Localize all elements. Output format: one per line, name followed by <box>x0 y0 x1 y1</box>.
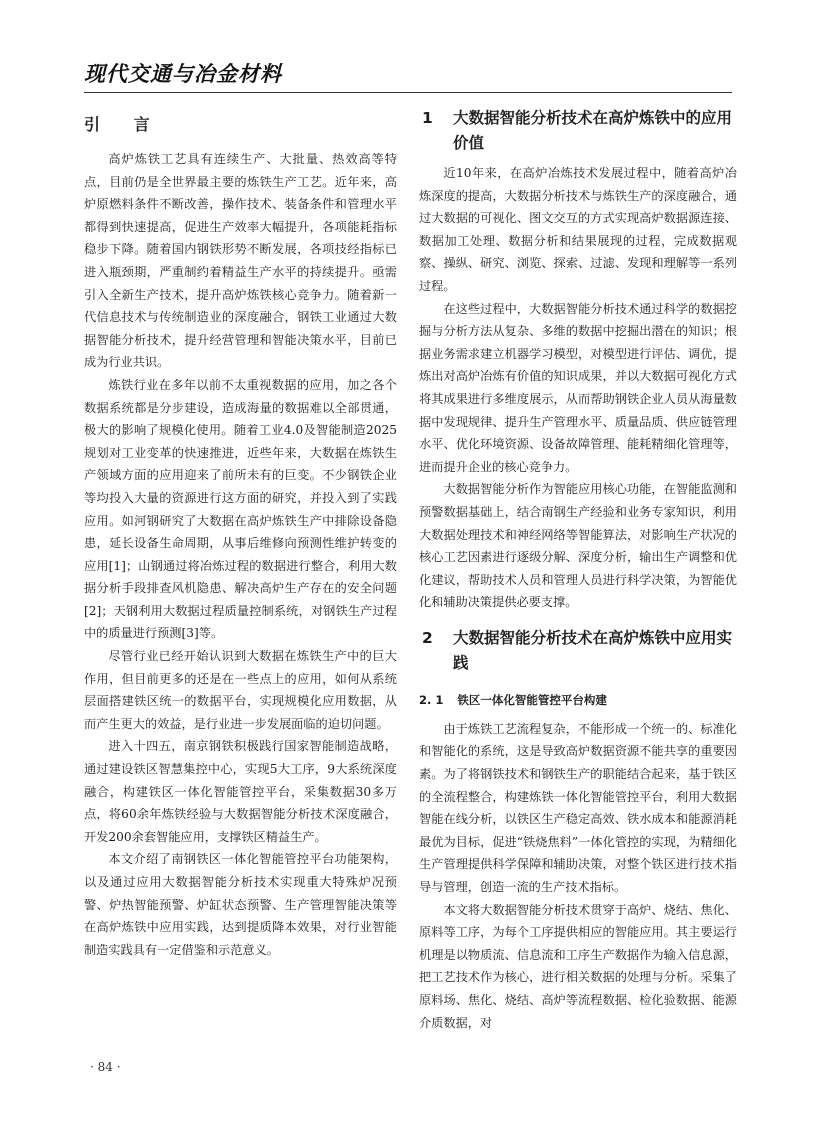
subsection-2-1-number: 2. 1 <box>419 692 444 707</box>
intro-paragraph-1: 高炉炼铁工艺具有连续生产、大批量、热效高等特点，目前仍是全世界最主要的炼铁生产工艺。近年来，高炉原燃料条件不断改善，操作技术、装备条件和管理水平都得到快速提高，促进生产效率大幅提升，各项能耗指标稳步下降。随着国内钢铁形势不断发展，各项技经指标已进入瓶颈期，严重制约着精益生产水平的持续提升。亟需引入全新生产技术，提升高炉炼铁核心竞争力。随着新一代信息技术与传统制造业的深度融合，钢铁工业通过大数据智能分析技术，提升经营管理和智能决策水平，目前已成为行业共识。 <box>84 152 397 370</box>
intro-paragraph-3: 尽管行业已经开始认识到大数据在炼铁生产中的巨大作用，但目前更多的还是在一些点上的应用，如何从系统层面搭建铁区统一的数据平台，实现规模化应用数据，从而产生更大的效益，是行业进一步发展面临的迫切问题。 <box>84 649 397 731</box>
subsection-2-1-title: 铁区一体化智能管控平台构建 <box>457 692 607 707</box>
intro-paragraph-5: 本文介绍了南钢铁区一体化智能管控平台功能架构，以及通过应用大数据智能分析技术实现重大特殊炉况预警、炉热智能预警、炉缸状态预警、生产管理智能决策等在高炉炼铁中应用实践，达到提质降本效果，对行业智能制造实践具有一定借鉴和示范意义。 <box>84 852 397 957</box>
section-1-title: 大数据智能分析技术在高炉炼铁中的应用价值 <box>453 109 733 152</box>
intro-paragraph-2: 炼铁行业在多年以前不太重视数据的应用，加之各个数据系统都是分步建设，造成海量的数据难以全部贯通，极大的影响了规模化使用。随着工业4.0及智能制造2025规划对工业变革的快速推进，近些年来，大数据在炼铁生产领域方面的应用迎来了前所未有的巨变。不少钢铁企业等均投入大量的资源进行这方面的研究，并投入到了实践应用。如河钢研究了大数据在高炉炼铁生产中排除设备隐患，延长设备生命周期，从事后维修向预测性维护转变的应用[1]；山钢通过将冶炼过程的数据进行整合，利用大数据分析手段排查风机隐患、解决高炉生产存在的安全问题[2]；天钢利用大数据过程质量控制系统，对钢铁生产过程中的质量进行预测[3]等。 <box>84 377 397 641</box>
section-1-paragraph-3: 大数据智能分析作为智能应用核心功能，在智能监测和预警数据基础上，结合南钢生产经验和业务专家知识，利用大数据处理技术和神经网络等智能算法，对影响生产状况的核心工艺因素进行逐级分解、深度分析，输出生产调整和优化建议，帮助技术人员和管理人员进行科学决策，为智能优化和辅助决策提供必要支撑。 <box>419 482 737 610</box>
journal-logo: 现代交通与冶金材料 <box>84 61 282 86</box>
section-2-title: 大数据智能分析技术在高炉炼铁中应用实践 <box>453 628 733 672</box>
section-2-paragraph-1: 由于炼铁工艺流程复杂，不能形成一个统一的、标准化和智能化的系统，这是导致高炉数据资源不能共享的重要因素。为了将钢铁技术和钢铁生产的职能结合起来，基于铁区的全流程整合，构建炼铁一体化智能管控平台，利用大数据智能在线分析，以铁区生产稳定高效、铁水成本和能源消耗最优为目标，促进“铁烧焦料”一体化管控的实现，为精细化生产管理提供科学保障和辅助决策，对整个铁区进行技术指导与管理，创造一流的生产技术指标。 <box>419 721 737 895</box>
section-1-number: 1 <box>422 109 433 127</box>
section-1-paragraph-1: 近10年来，在高炉冶炼技术发展过程中，随着高炉冶炼深度的提高，大数据分析技术与炼铁生产的深度融合，通过大数据的可视化、图文交互的方式实现高炉数据源连接、数据加工处理、数据分析和结果展现的过程，完成数据观察、操纵、研究、浏览、探索、过滤、发现和理解等一系列过程。 <box>419 166 737 293</box>
section-1-heading <box>419 106 737 156</box>
subsection-2-1-heading <box>419 690 737 710</box>
section-2-heading <box>419 626 737 676</box>
right-column <box>419 100 737 1034</box>
intro-paragraph-4: 进入十四五，南京钢铁积极践行国家智能制造战略，通过建设铁区智慧集控中心，实现5大工序，9大系统深度融合，构建铁区一体化智能管控平台，采集数据30多万点，将60余年炼铁经验与大数据智能分析技术深度融合，开发200余套智能应用，支撑铁区精益生产。 <box>84 739 397 844</box>
page-number: · 84 · <box>90 1060 121 1074</box>
left-column <box>84 100 397 961</box>
section-2-number: 2 <box>422 628 433 647</box>
intro-heading: 引 言 <box>84 115 164 134</box>
header-rule <box>84 92 732 93</box>
section-1-paragraph-2: 在这些过程中，大数据智能分析技术通过科学的数据挖掘与分析方法从复杂、多维的数据中挖掘出潜在的知识；根据业务需求建立机器学习模型，对模型进行评估、调优，提炼出对高炉冶炼有价值的知识成果，并以大数据可视化方式将其成果进行多维度展示，从而帮助钢铁企业人员从海量数据中发现规律、提升生产管理水平、质量品质、供应链管理水平、优化环境资源、设备故障管理、能耗精细化管理等，进而提升企业的核心竞争力。 <box>419 301 737 474</box>
section-2-paragraph-2: 本文将大数据智能分析技术贯穿于高炉、烧结、焦化、原料等工序，为每个工序提供相应的智能应用。其主要运行机理是以物质流、信息流和工序生产数据作为输入信息源，把工艺技术作为核心，进行相关数据的处理与分析。采集了原料场、焦化、烧结、高炉等流程数据、检化验数据、能源介质数据，对 <box>419 902 737 1030</box>
